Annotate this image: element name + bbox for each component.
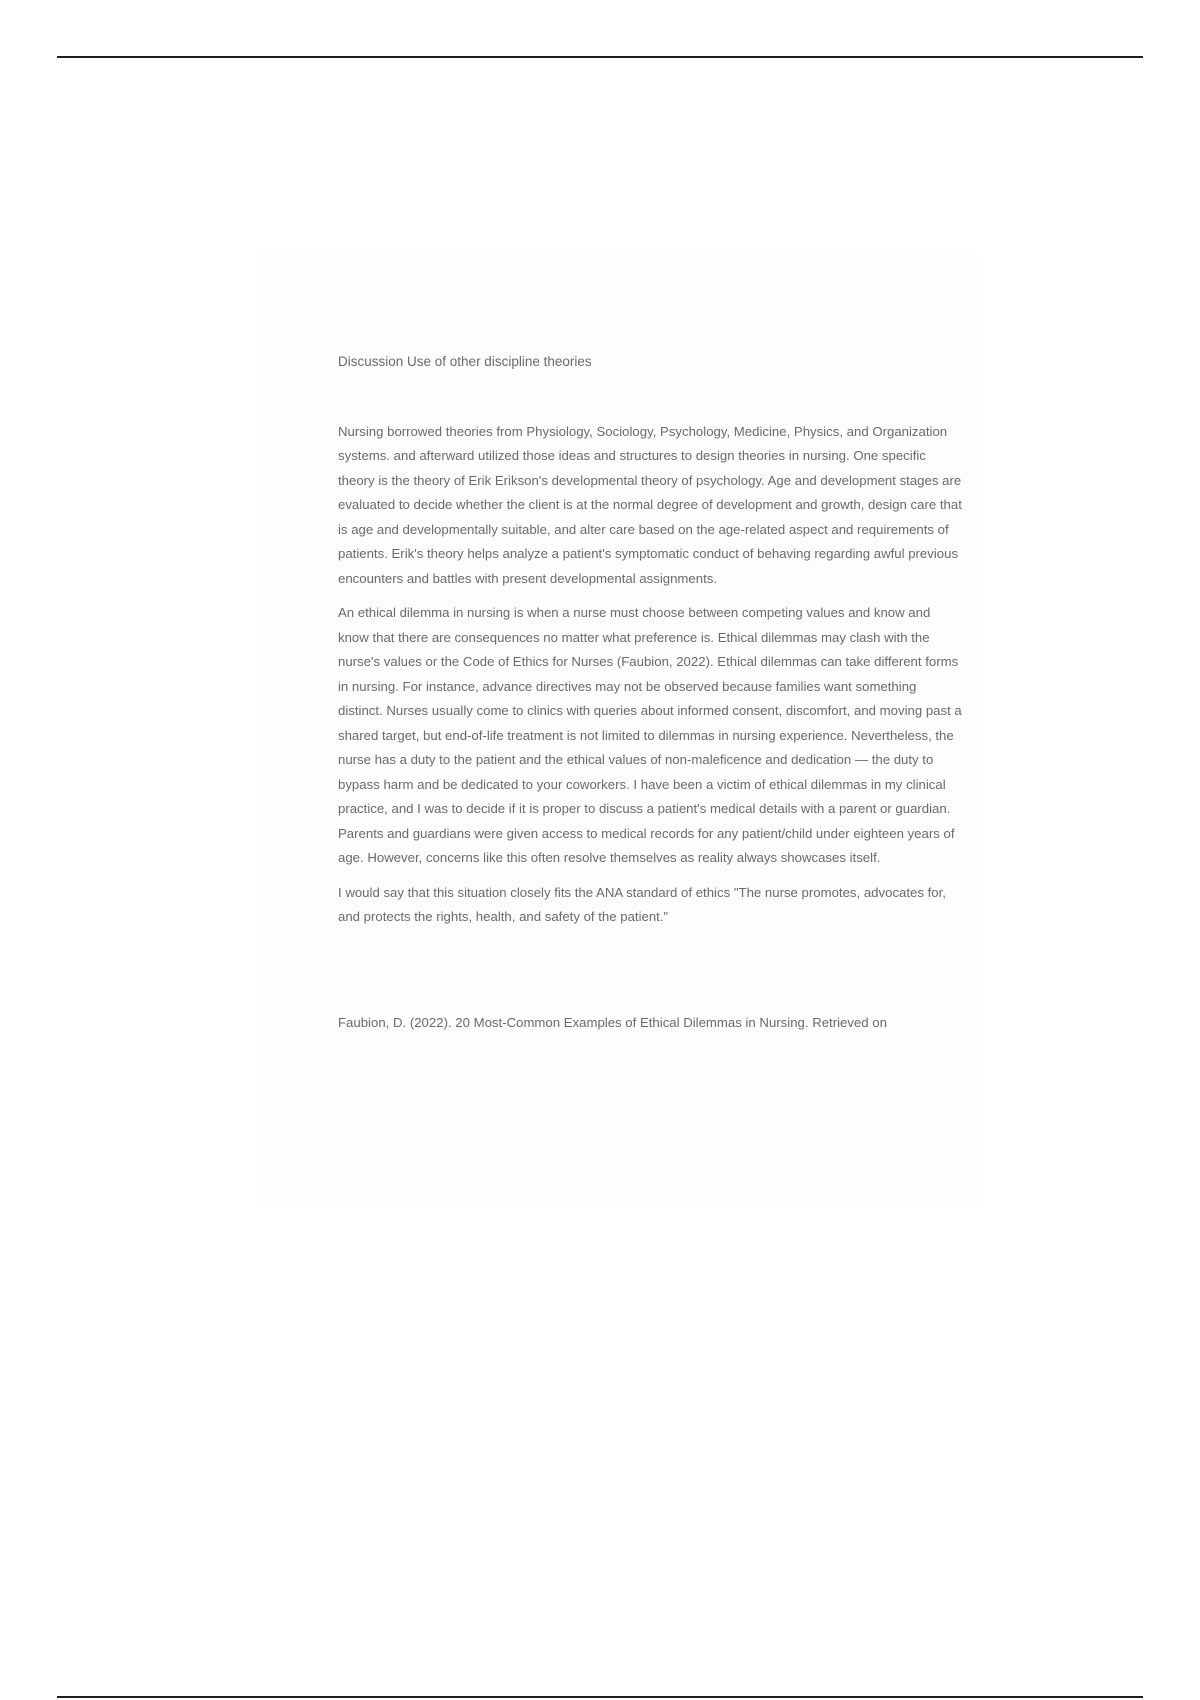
paragraph-nursing-theories: Nursing borrowed theories from Physiology, Sociology, Psychology, Medicine, Physics, and Organization systems. and afterward utilized those ideas and structures to design theories in nursing. One specific theory is the theory of Erik Erikson's developmental theory of psychology. Age and development stages are evaluated to decide whether the client is at the normal degree of development and growth, design care that is age and developmentally suitable, and alter care based on the age-related aspect and requirements of patients. Erik's theory helps analyze a patient's symptomatic conduct of behaving regarding awful previous encounters and battles with present developmental assignments. bbox=[338, 423, 962, 586]
paragraph-ana-standard: I would say that this situation closely fits the ANA standard of ethics "The nurse promotes, advocates for, and protects the rights, health, and safety of the patient." bbox=[338, 884, 946, 924]
paragraph-ethical-dilemma: An ethical dilemma in nursing is when a nurse must choose between competing values and know and know that there are consequences no matter what preference is. Ethical dilemmas may clash with the nurse's values or the Code of Ethics for Nurses (Faubion, 2022). Ethical dilemmas can take different forms in nursing. For instance, advance directives may not be observed because families want something distinct. Nurses usually come to clinics with queries about informed consent, discomfort, and moving past a shared target, but end-of-life treatment is not limited to dilemmas in nursing experience. Nevertheless, the nurse has a duty to the patient and the ethical values of non-maleficence and dedication — the duty to bypass harm and be dedicated to your coworkers. I have been a victim of ethical dilemmas in my clinical practice, and I was to decide if it is proper to discuss a patient's medical details with a parent or guardian. Parents and guardians were given access to medical records for any patient/child under eighteen years of age. However, concerns like this often resolve themselves as reality always showcases itself. bbox=[338, 605, 962, 865]
document-body bbox=[338, 350, 963, 1045]
top-rule bbox=[57, 56, 1143, 58]
reference-entry: Faubion, D. (2022). 20 Most-Common Examples of Ethical Dilemmas in Nursing. Retrieved on bbox=[338, 1014, 887, 1030]
bottom-rule bbox=[57, 1696, 1143, 1698]
document-title: Discussion Use of other discipline theories bbox=[338, 354, 592, 369]
